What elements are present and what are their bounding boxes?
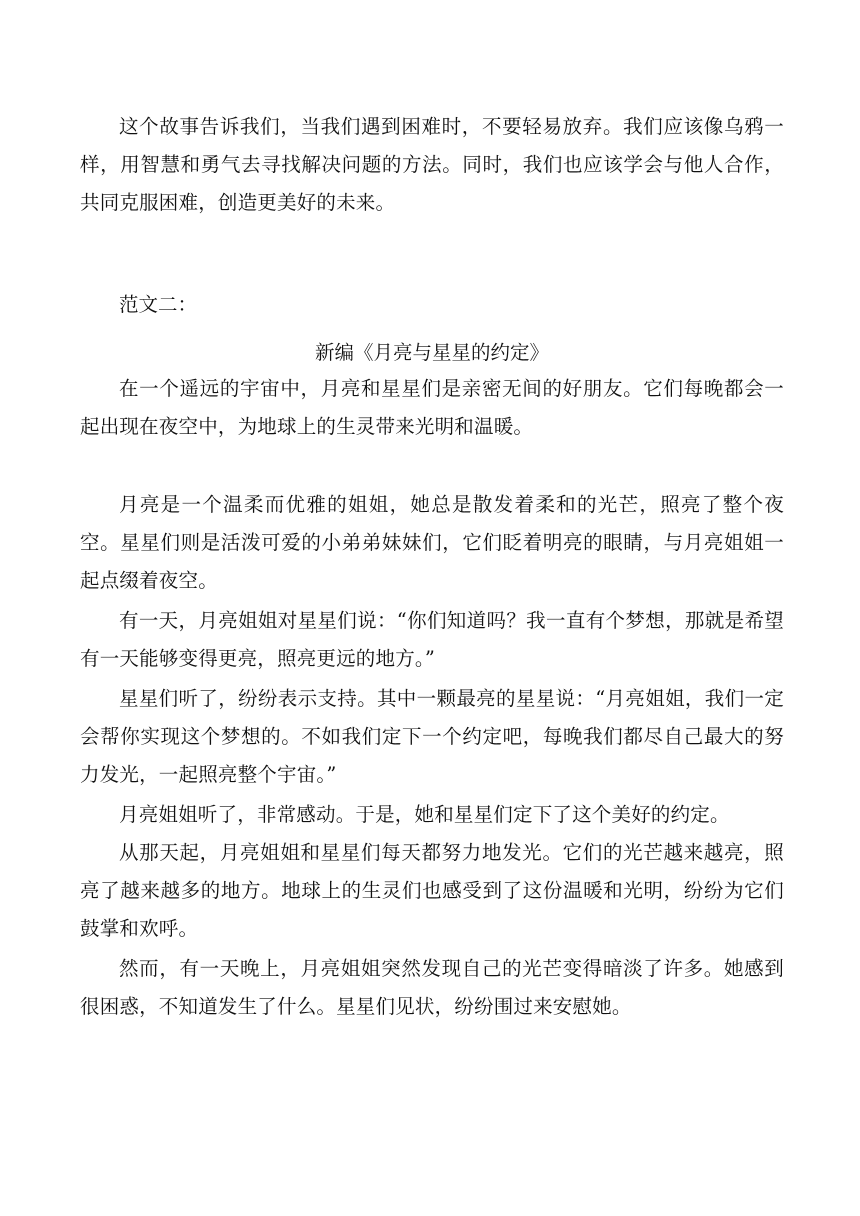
- intro-paragraph: 这个故事告诉我们，当我们遇到困难时，不要轻易放弃。我们应该像乌鸦一样，用智慧和勇气去寻找解决问题的方法。同时，我们也应该学会与他人合作，共同克服困难，创造更美好的未来。: [80, 115, 784, 215]
- story-title: 新编《月亮与星星的约定》: [314, 341, 549, 364]
- story-paragraph: 在一个遥远的宇宙中，月亮和星星们是亲密无间的好朋友。它们每晚都会一起出现在夜空中，为地球上的生灵带来光明和温暖。: [80, 377, 784, 439]
- story-paragraph: 然而，有一天晚上，月亮姐姐突然发现自己的光芒变得暗淡了许多。她感到很困惑，不知道发生了什么。星星们见状，纷纷围过来安慰她。: [80, 957, 784, 1019]
- story-paragraph: 有一天，月亮姐姐对星星们说：“你们知道吗？我一直有个梦想，那就是希望有一天能够变得更亮，照亮更远的地方。”: [80, 609, 784, 671]
- story-paragraph: 星星们听了，纷纷表示支持。其中一颗最亮的星星说：“月亮姐姐，我们一定会帮你实现这个梦想的。不如我们定下一个约定吧，每晚我们都尽自己最大的努力发光，一起照亮整个宇宙。”: [80, 687, 784, 787]
- story-paragraph: 月亮是一个温柔而优雅的姐姐，她总是散发着柔和的光芒，照亮了整个夜空。星星们则是活泼可爱的小弟弟妹妹们，它们眨着明亮的眼睛，与月亮姐姐一起点缀着夜空。: [80, 493, 784, 593]
- story-paragraph: 月亮姐姐听了，非常感动。于是，她和星星们定下了这个美好的约定。: [119, 803, 730, 826]
- story-paragraph: 从那天起，月亮姐姐和星星们每天都努力地发光。它们的光芒越来越亮，照亮了越来越多的地方。地球上的生灵们也感受到了这份温暖和光明，纷纷为它们鼓掌和欢呼。: [80, 841, 784, 941]
- section-label: 范文二：: [119, 293, 198, 316]
